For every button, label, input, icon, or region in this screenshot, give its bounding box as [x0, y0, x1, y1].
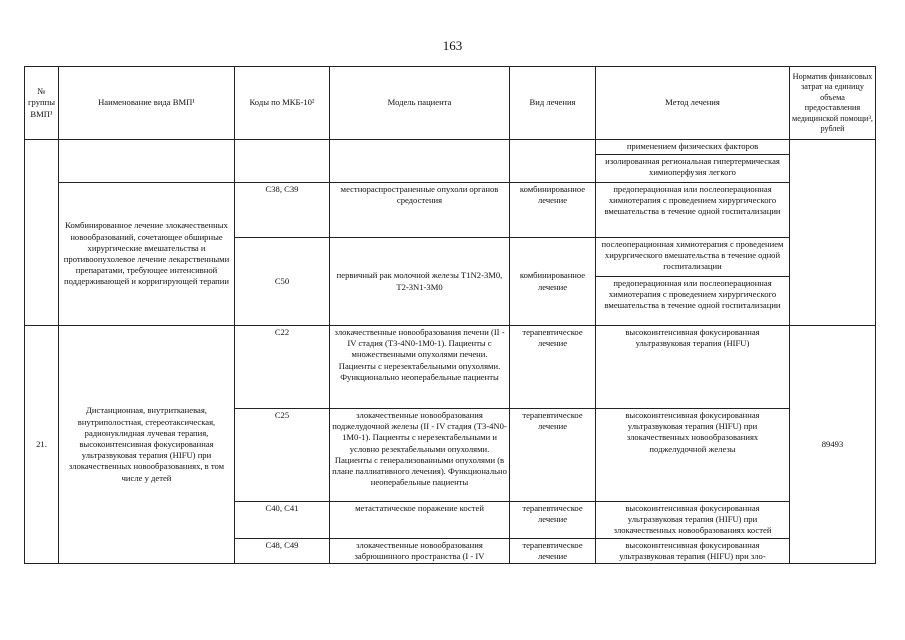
codes-cell: C22 [235, 326, 330, 409]
treatment-cell: терапевтическое лечение [510, 502, 596, 539]
table-row [25, 140, 876, 155]
model-cell: злокачественные новообразования печени (II - IV стадия (T3-4N0-1M0-1). Пациенты с множественными опухолями печени. Пациенты с нерезектабельными опухолями. Функционально неоперабельные пациенты [330, 326, 510, 409]
method-cell: высокоинтенсивная фокусированная ультразвуковая терапия (HIFU) [596, 326, 790, 409]
header-codes: Коды по МКБ-10² [235, 67, 330, 140]
header-treatment: Вид лечения [510, 67, 596, 140]
method-cell: предоперационная или послеоперационная химиотерапия с проведением хирургического вмешательства в течение одной госпитализации [596, 277, 790, 326]
codes-cell: C48, C49 [235, 538, 330, 563]
table-row [25, 183, 876, 238]
header-group-number: № группы ВМП¹ [25, 67, 59, 140]
model-cell: злокачественные новообразования поджелудочной железы (II - IV стадия (T3-4N0-1M0-1). Пациенты с нерезектабельными и условно резектабельными опухолями. Пациенты с генерализованными опухолями (в плане паллиативного лечения). Функционально неоперабельные пациенты [330, 409, 510, 502]
model-cell: метастатическое поражение костей [330, 502, 510, 539]
model-cell: местнораспространенные опухоли органов средостения [330, 183, 510, 238]
group-number: 21. [25, 326, 59, 564]
codes-cell: C25 [235, 409, 330, 502]
header-model: Модель пациента [330, 67, 510, 140]
treatment-cell: терапевтическое лечение [510, 326, 596, 409]
model-cell: первичный рак молочной железы T1N2-3M0, T2-3N1-3M0 [330, 238, 510, 326]
num-cell-empty [25, 140, 59, 326]
treatment-cell: комбинированное лечение [510, 238, 596, 326]
codes-cell: C40, C41 [235, 502, 330, 539]
name-cell-empty [59, 140, 235, 183]
method-cell: высокоинтенсивная фокусированная ультразвуковая терапия (HIFU) при зло- [596, 538, 790, 563]
table-row [25, 326, 876, 409]
codes-cell: C38, C39 [235, 183, 330, 238]
model-cell: злокачественные новообразования забрюшинного пространства (I - IV [330, 538, 510, 563]
header-norm: Норматив финансовых затрат на единицу объема предоставления медицинской помощи³, рублей [790, 67, 876, 140]
method-cell: высокоинтенсивная фокусированная ультразвуковая терапия (HIFU) при злокачественных новообразованиях поджелудочной железы [596, 409, 790, 502]
codes-cell: C50 [235, 238, 330, 326]
page-number: 163 [442, 38, 463, 53]
vmp-table [24, 66, 876, 564]
norm-value: 89493 [790, 326, 876, 564]
header-row [25, 67, 876, 140]
name-cell: Комбинированное лечение злокачественных новообразований, сочетающее обширные хирургические вмешательства и противоопухолевое лечение лекарственными препаратами, требующее интенсивной поддерживающей и корригирующей терапии [59, 183, 235, 326]
treatment-cell: терапевтическое лечение [510, 409, 596, 502]
header-name: Наименование вида ВМП¹ [59, 67, 235, 140]
method-cell: высокоинтенсивная фокусированная ультразвуковая терапия (HIFU) при злокачественных новообразованиях костей [596, 502, 790, 539]
header-method: Метод лечения [596, 67, 790, 140]
treatment-cell: терапевтическое лечение [510, 538, 596, 563]
method-cell: предоперационная или послеоперационная химиотерапия с проведением хирургического вмешательства в течение одной госпитализации [596, 183, 790, 238]
method-cell: изолированная региональная гипертермическая химиоперфузия легкого [596, 154, 790, 182]
codes-cell-empty [235, 140, 330, 183]
method-cell: применением физических факторов [596, 140, 790, 155]
treatment-cell-empty [510, 140, 596, 183]
treatment-cell: комбинированное лечение [510, 183, 596, 238]
model-cell-empty [330, 140, 510, 183]
method-cell: послеоперационная химиотерапия с проведением хирургического вмешательства в течение одной госпитализации [596, 238, 790, 277]
norm-cell-empty [790, 140, 876, 326]
name-cell: Дистанционная, внутритканевая, внутриполостная, стереотаксическая, радионуклидная лучевая терапия, высокоинтенсивная фокусированная ультразвуковая терапия (HIFU) при злокачественных новообразованиях, в том числе у детей [59, 326, 235, 564]
